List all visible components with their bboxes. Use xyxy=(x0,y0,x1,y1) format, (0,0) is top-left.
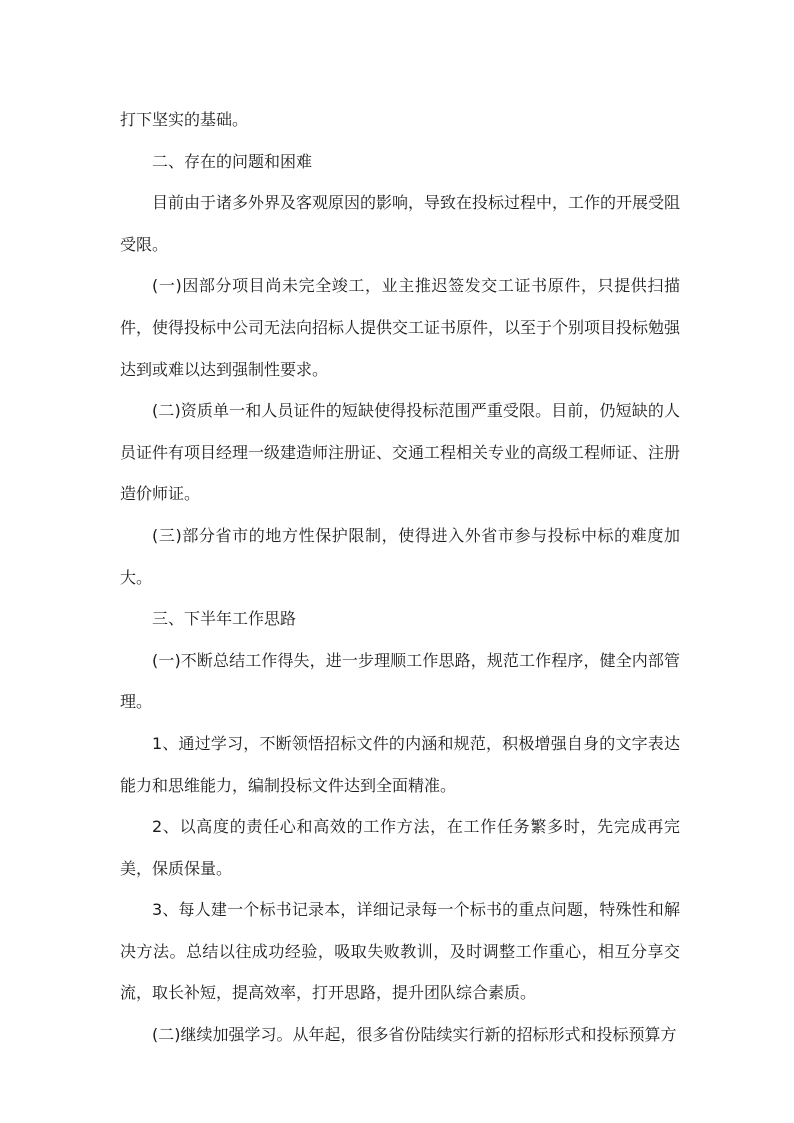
paragraph: 打下坚实的基础。 xyxy=(120,110,249,129)
paragraph: 目前由于诸多外界及客观原因的影响，导致在投标过程中，工作的开展受阻受限。 xyxy=(120,193,681,254)
paragraph: 2、以高度的责任心和高效的工作方法，在工作任务繁多时，先完成再完美，保质保量。 xyxy=(120,817,680,878)
document-body xyxy=(120,99,680,1056)
paragraph: (三)部分省市的地方性保护限制，使得进入外省市参与投标中标的难度加大。 xyxy=(120,525,680,587)
paragraph: (一)因部分项目尚未完全竣工，业主推迟签发交工证书原件，只提供扫描件，使得投标中公司无法向招标人提供交工证书原件，以至于个别项目投标勉强达到或难以达到强制性要求。 xyxy=(120,276,681,379)
paragraph: 1、通过学习，不断领悟招标文件的内涵和规范，积极增强自身的文字表达能力和思维能力，编制投标文件达到全面精准。 xyxy=(120,733,680,795)
paragraph: (二)继续加强学习。从年起，很多省份陆续实行新的招标形式和投标预算方 xyxy=(152,1025,677,1045)
paragraph: 3、每人建一个标书记录本，详细记录每一个标书的重点问题，特殊性和解决方法。总结以往成功经验，吸取失败教训，及时调整工作重心，相互分享交流，取长补短，提高效率，打开思路，提升团队综合素质。 xyxy=(120,900,680,1003)
section-heading: 二、存在的问题和困难 xyxy=(152,151,313,171)
paragraph: (二)资质单一和人员证件的短缺使得投标范围严重受限。目前，仍短缺的人员证件有项目经理一级建造师注册证、交通工程相关专业的高级工程师证、注册造价师证。 xyxy=(120,401,681,504)
section-heading: 三、下半年工作思路 xyxy=(152,609,297,629)
paragraph: (一)不断总结工作得失，进一步理顺工作思路，规范工作程序，健全内部管理。 xyxy=(120,650,680,712)
